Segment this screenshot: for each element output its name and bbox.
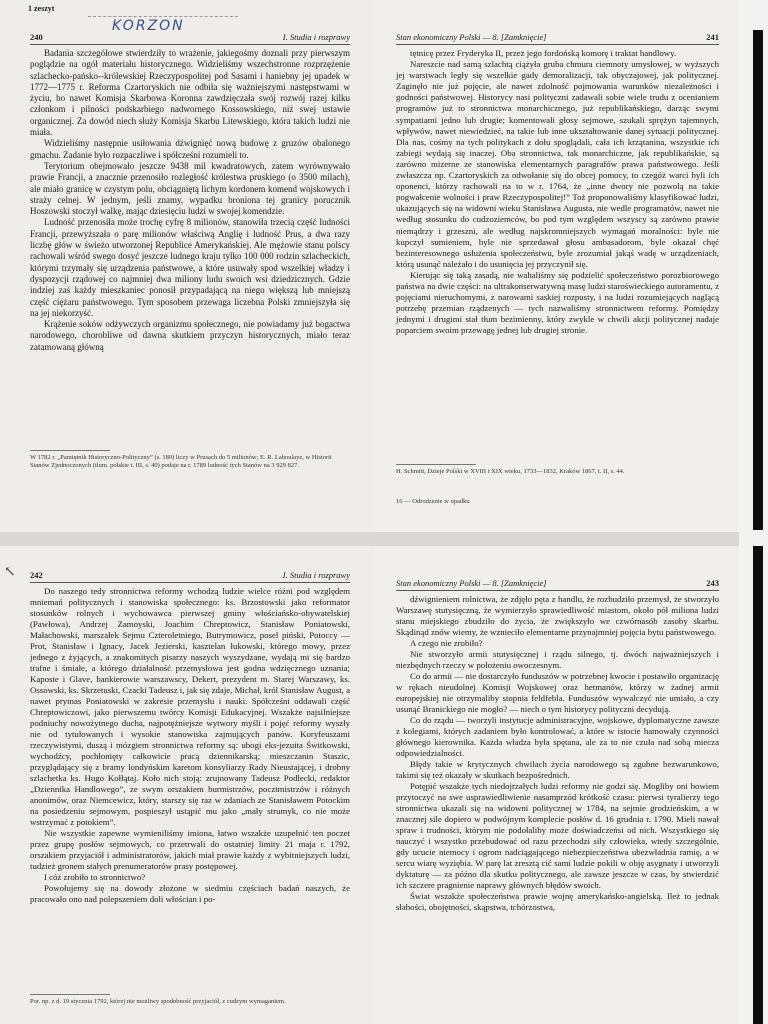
running-title: I. Studia i rozprawy [282,570,350,580]
scan-edge-dark-band [753,30,763,530]
paragraph: Nie wszystkie zapewne wymieniliśmy imiona, łatwo wszakże uzupełnić ten poczet przez grupę posłów sejmowych, co przetrwali do ostatniej limity 21 maja r. 1792, orszakiem przyjaciół i administratorów, jakich miał prawie każdy z wybitniejszych ludzi, tudzież gronem stałych prenumeratorów prasy postępowej. [30,828,350,871]
paragraph: Kierując się taką zasadą, nie wahaliśmy się podzielić społeczeństwo porozbiorowego państwa na dwie części: na ultrakonserwatywną masę ludzi staroświeckiego autoramentu, z pojęciami nieruchomymi, z narowami saskiej rozpusty, i na ludzi rozumiejących naglącą potrzebę przemian rządzenych — tych nazwaliśmy stronnictwem reformy. Pomiędzy jednymi i drugimi stał tłum bezimienny, który zwykle w chwili akcji politycznej nadaje poparciem swoim przewagę jednej lub drugiej stronie. [396,269,719,336]
scan-edge [739,0,768,1024]
paragraph: Nareszcie nad samą szlachtą ciążyła gruba chmura ciemnoty umysłowej, w wyższych jej warstwach legły się wszelkie gady demoralizacji, tak obyczajowej, jak politycznej. Zaginęło nie już pojęcie, ale nawet zdolność pojmowania warunków niezależności i godności państwowej. Historycy nasi polityczni zadawali sobie wiele trudu z ocenianiem programów już to stronnictwa monarchicznego, już republikańskiego, darząc swymi sympatiami jedno lub drugie; komentowali głosy sejmowe, szukali sprężyn tajemnych, wpływów, nawet niewiedzieć, na takie lub inne ukształtowanie danej sytuacji politycznej. Dla nas, cośmy na tych politykach z dołu spoglądali, cała ich krzątanina, wszystkie ich zabiegi wydają się inaczej. Oba stronnictwa, tak monarchiczne, jak republikańskie, są zarówno mizerne ze stanowiska elementarnych paragrafów prawa państwowego. Jeśli zwłaszcza np. Czartoryskich za odwołanie się do obcej pomocy, to czegóż warci byli ich oponenci, którzy rachowali na to w r. 1764, że „inne dwory nie pozwolą na takie pogwałcenie wolności i praw Rzeczypospolitej!” Toż proponowaliśmy klasyfikować ludzi, ukazujących się na widowni wieku Stanisława Augusta, nie wedle programatów, nawet nie według stosunku do cudzoziemców, bo pod tym względem wszyscy są zarówno prawie niemądrzy i grzeszni, ale według najskromniejszych wymagań moralności: byle nie kupczył sumieniem, byle nie sprzedawał głosu ambasadorom, byle okazał chęć bezinteresownego usłużenia społeczeństwu, byle zrozumiał jakąś wadę w urządzeniach, którą usunąć należało i do usunięcia jej przyczynił się. [396,59,719,269]
running-header [30,30,350,45]
paragraph: Powołujemy się na dowody złożone w siedmiu częściach badań naszych, że pracowało ono nad polepszeniem doli włościan i po- [30,883,350,904]
footnote: H. Schmitt, Dzieje Polski w XVIII i XIX wieku, 1733—1832, Kraków 1867, t. II, s. 44. [396,468,625,475]
body-text [30,586,350,905]
signature-line: 16 — Odrodzenie w upadku [396,498,470,505]
paragraph: Potępić wszakże tych niedojrzałych ludzi reformy nie godzi się. Mogliby oni bowiem przytoczyć na swe usprawiedliwienie nasamprzód krótkość czasu: pierwsi tyralierzy tego stronnictwa ukazali się na widowni politycznej w 1784, na sejmie grodzieńskim, a w znacznej sile dopiero w podwójnym komplecie posłów d. 16 grudnia r. 1790. Mieli nawał spraw i trudności, którym nie podołaliby może doświadczeńsi od nich. Wszystkiego się nauczyć i wszystko przebudować od razu przechodzi siły człowieka, wtedy szczególnie, gdy ucucie niemocy i ogrom nadciągającego niebezpieczeństwa ubezwładnia ramię, a w sercu wiarę wyziębia. W parę lat zresztą cić sami ludzie pokili w obję asygnaty i utworzyli dyktaturę — za późno dla skutku politycznego, ale zawsze jeszcze w czas, by stwierdzić ich szczere pragnienie naprawy głównych błędów swoich. [396,781,719,890]
page-number: 240 [30,32,43,42]
running-title: Stan ekonomiczny Polski — 8. [Zamknięcie] [396,578,547,588]
page-241 [374,0,739,532]
page-243 [374,546,739,1024]
running-header [30,568,350,583]
handwritten-note: KORZON [112,18,185,34]
paragraph: Widzieliśmy następnie usiłowania dźwignięć nową budowę z gruzów obalonego gmachu. Zadanie było rozpaczliwe i spółcześni rozumieli to. [30,138,350,160]
footnote: Por. np. z d. 19 stycznia 1792, której nie możliwy spodobność przyjaciół, z cudzym wymaganiem. [30,998,286,1005]
body-text [396,594,719,913]
scan-edge-dark-band [753,546,763,1024]
page-number: 242 [30,570,43,580]
paragraph: dźwignieniem rolnictwa, że zdjęło pęta z handlu, że rozbudziło przemysł, że stworzyło Warszawę stutysięczną, że wymierzyło sprawiedliwość miastom, około pół miliona ludzi stanu miejskiego zbudziło do życia, że zwiększyło we czwórnasób zasoby skarbu. Skądinąd znów wiemy, że wznieciło elementarne przynajmniej pojęcia bytu państwowego. [396,594,719,637]
paragraph: Krążenie soków odżywczych organizmu społecznego, nie powiadamy już bogactwa narodowego, chorobliwe od dawna skutkiem przyczyn historycznych, miało teraz zatamowaną główną [30,319,350,352]
paragraph: Co do armii — nie dostarczyło funduszów w potrzebnej kwocie i postawiło organizację w rękach nieudolnej Komisji Wojskowej oraz hetmanów, którzy w żadnej armii europejskiej nie otrzymaliby stopnia feldfebla. Funduszów wywalczyć nie umiało, a czy usunąć Branickiego nie mogło? — niech o tym historycy polityczni decydują. [396,671,719,714]
page-240 [0,0,374,532]
top-mark: 1 zeszyt [28,4,55,13]
body-text [396,48,719,336]
footnote-rule [396,464,476,465]
paragraph: Badania szczegółowe stwierdziły to wrażenie, jakiegośmy doznali przy pierwszym poglądzie na ogół materiału historycznego. Widzieliśmy wszechstronne rozprzężenie szlachecko-pańsko--królewskiej Rzeczypospolitej pod Sasami i haniebny jej upadek w 1772—1775 r. Reforma Czartoryskich nie odbiła się ważniejszymi następstwami w życiu, bo nawet Komisja Skarbowa Koronna zawdzięczała swój rozwój razej kilku członkom i pilności podskarbiego nadwornego Kossowskiego, niż swej ustawie organicznej. Za dowód niech służy Komisja Skarbu Litewskiego, która takich ludzi nie miała. [30,48,350,138]
footnote-rule [30,450,110,451]
body-text [30,48,350,353]
footnote: W 1782 r. „Pamiętnik Historyczno-Polityczny” (s. 180) liczy w Prusach do 5 milionów; E. R. Laboulaye, w Historii Stanów Zjednoczonych (tłum. polskie t. III, s. 40) podaje na r. 1789 ludność tych Stanów na 3 929 827. [30,454,332,469]
page-gap [0,532,739,546]
running-title: Stan ekonomiczny Polski — 8. [Zamknięcie] [396,32,547,42]
paragraph: A czego nie zrobiło? [410,638,483,648]
handwritten-scribble [88,8,238,17]
paragraph: tętnicę przez Fryderyka II, przez jego fordońską komorę i traktat handlowy. [410,48,677,58]
paragraph: Nie stworzyło armii stutysięcznej i rządu silnego, tj. dwóch najważniejszych i niezbędnych rzeczy w położeniu owoczesnym. [396,649,719,670]
paragraph: I cóż zrobiło to stronnictwo? [44,872,146,882]
margin-mark: ↖ [4,565,16,580]
paragraph: Do naszego tedy stronnictwa reformy wchodzą ludzie wielce różni pod względem mniemań politycznych i stanowiska społecznego: ks. Brzostowski jako reformator stosunków rolnych i wychowawca pierwszej gminy włościańsko-obywatelskiej (Pawłowa), Andrzej Zamoyski, Joachim Chreptowicz, Stanisław Poniatowski, Małachowski, marszałek Sejmu Czteroletniego, Butrymowicz, posel piński, Potoccy — Prot, Stanisław i Ignacy, Jacek Jezierski, kasztelan łukowski, którego mowy, przez jednego z żyjących, a znakomitych pisarzy naszych wyszydzane, wydają mi się bardzo trafne i śmiałe, a którego działalność przemysłowa jest godna wdzięcznego uznania; Kaposte i Glave, bankierowie warszawscy, Dekert, prezydent m. Starej Warszawy, ks. Ossowski, ks. Skrzetuski, Czacki Tadeusz i, jak się zdaje, Michał, król Stanisław August, a nawet prymas Poniatowski w zakresie przemysłu i nauki. Spółcześni oddawali część Chreptowiczowi, jako pierwszemu twórcy Komisji Edukacyjnej. Wszakże najsilniejsze podniuchy nowożytnego ducha, najpotężniejsze wytwory myśli i pojęć reformy wyszły nie od tytułowanych i wysokie stanowiska zajmujących panów. Koryfeuszami rzeczywistymi, duszą i mózgiem stronnictwa reformy są: ubogi eks-jezuita Świtkowski, wychodźcy, pochłonięty całkowicie pracą dziennikarską; mieszczanin Staszic, przyglądający się z bramy londyńskim karetom konsyliarzy Rady Nieustającej, i drobny szlachetka ks. Hugo Kołłątaj. Koło nich stoją: zrujnowany Tadeusz Podlecki, redaktor „Dziennika Handlowego”, ze swym orszakiem burmistrzów, pocztmistrzów i różnych anonimów, oraz Niemcewicz, który, starszy się raz w zdaniach ze Stanisławem Potockim na posiedzeniu sejmowym, pospieszył ustąpić mu jako „mały strumyk, co nie może wstrzymać z potokiem”. [30,586,350,827]
page-number: 243 [706,578,719,588]
page-number: 241 [706,32,719,42]
running-header [396,576,719,591]
paragraph: Błędy takie w krytycznych chwilach życia narodowego są zgubne bezwarunkowo, takimi się też okazały w skutkach bezpośrednich. [396,759,719,780]
paragraph: Ludność przenosiła może trochę cyfrę 8 milionów, stanowiła trzecią część ludności Francji, przewyższała o parę milionów właściwą Anglię i ludność Prus, a dwa razy liczbę głów w świeżo utworzonej Republice Amerykańskiej. Ale mężowie stanu polscy rachowali wśród swego dosyć jeszcze ludnego kraju tylko 100 000 rodzin szlacheckich, którymi trzymały się urządzenia państwowe, a które usuwały spod wszelkiej władzy i dyspozycji rządowej co najmniej dwa miliony ludu swoich wsi dziedzicznych. Gdzie indziej zaś każdy mieszkaniec ponosił przypadającą na niego większą lub mniejszą część ciężaru państwowego. Tym sposobem przewaga liczebna Polski zmniejszyła się na jej niekorzyść. [30,217,350,318]
paragraph: Co do rządu — tworzyli instytucje administracyjne, wojskowe, dyplomatyczne zawsze z kolegiami, których zadaniem było kontrolować, a które w istocie hamowały czynności głównego kierownika. Każda władza była spętana, ale za to nie czuła nad sobą mieczа odpowiedzialności. [396,715,719,758]
page-242 [0,546,374,1024]
paragraph: Świat wszakże społeczeństwa prawie wojnę amerykańsko-angielską. Ileż to jednak słabości, obojętności, skąpstwa, tchórzostwa, [396,891,719,912]
paragraph: Terytorium obejmowało jeszcze 9438 mil kwadratowych, zatem wyrównywało prawie Francji, a znacznie przenosiło rozległość królestwa pruskiego (o 3500 milach), ale miało granicę w czystym polu, obciągniętą lichym kordonem komend wojskowych i straży celnej. W jednym, jeśli znamy, wypadku broniona tej granicy porucznik Hoszowski stoczył walkę, mając dziesięciu ludzi w swojej komendzie. [30,160,350,217]
running-header [396,30,719,45]
running-title: I. Studia i rozprawy [282,32,350,42]
footnote-rule [30,994,110,995]
